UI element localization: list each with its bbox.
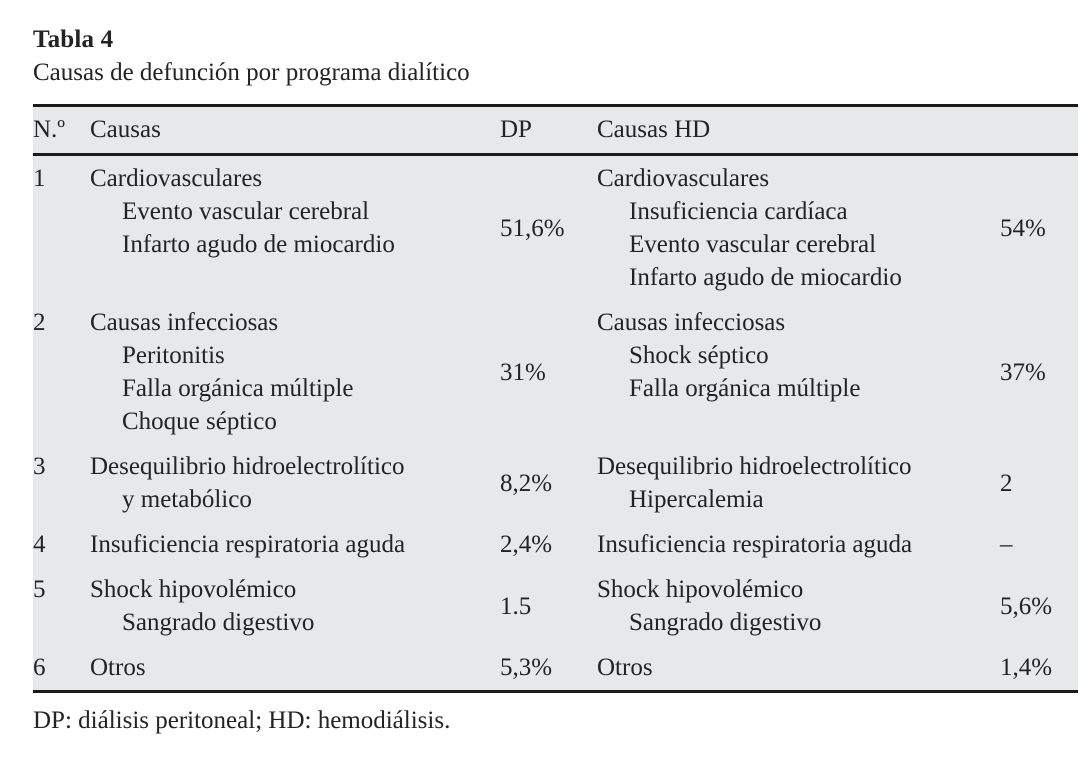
header-hd [1000,106,1078,155]
dp-cause-sub: Sangrado digestivo [122,609,315,636]
dp-cause-main: Otros [90,654,146,681]
table-footnote: DP: diálisis peritoneal; HD: hemodiálisis. [33,707,451,734]
table-caption [33,24,1078,90]
table-row [33,444,1078,522]
table-row [33,522,1078,567]
hd-cause-cell [597,300,1000,444]
dp-cause-main: Desequilibrio hidroelectrolítico [90,453,405,480]
table-title: Tabla 4 [33,26,114,53]
hd-cause-main: Shock hipovolémico [597,576,804,603]
hd-cause-cell [597,645,1000,692]
table-row [33,300,1078,444]
row-number: 2 [33,309,46,336]
dp-cause-sub: Evento vascular cerebral [122,198,370,225]
hd-cause-cell [597,567,1000,645]
dp-cause-sub: y metabólico [122,486,252,513]
header-causas-dp: Causas [90,106,500,155]
dp-cause-cell [90,522,500,567]
dp-cause-cell [90,155,500,301]
hd-cause-cell [597,155,1000,301]
dp-cause-main: Cardiovasculares [90,165,263,192]
hd-value: 37% [1000,358,1046,386]
dp-cause-main: Shock hipovolémico [90,576,297,603]
header-causas-hd: Causas HD [597,106,1000,155]
hd-value: 2 [1000,469,1013,497]
header-row [33,106,1078,155]
hd-value: – [1000,531,1013,558]
table-row [33,567,1078,645]
table-row [33,155,1078,301]
dp-value: 8,2% [500,469,553,497]
hd-cause-sub: Falla orgánica múltiple [629,375,861,402]
hd-cause-sub: Infarto agudo de miocardio [629,264,902,291]
dp-value: 31% [500,358,546,386]
header-dp: DP [500,106,597,155]
row-number: 3 [33,453,46,480]
dp-value: 5,3% [500,654,553,681]
dp-cause-sub: Infarto agudo de miocardio [122,231,395,258]
row-number: 5 [33,576,46,603]
hd-cause-sub: Shock séptico [629,342,769,369]
hd-cause-cell [597,444,1000,522]
hd-cause-main: Cardiovasculares [597,165,770,192]
hd-cause-sub: Hipercalemia [629,486,764,513]
row-number: 4 [33,531,46,558]
dp-value: 2,4% [500,531,553,558]
dp-cause-main: Causas infecciosas [90,309,279,336]
table-row [33,645,1078,692]
hd-cause-cell [597,522,1000,567]
row-number: 1 [33,165,46,192]
hd-value: 1,4% [1000,654,1053,681]
hd-cause-sub: Sangrado digestivo [629,609,822,636]
hd-value: 5,6% [1000,592,1053,620]
dp-cause-sub: Choque séptico [122,408,277,435]
causes-of-death-table [33,104,1078,693]
dp-cause-sub: Falla orgánica múltiple [122,375,354,402]
dp-cause-cell [90,567,500,645]
hd-cause-main: Causas infecciosas [597,309,786,336]
hd-cause-main: Insuficiencia respiratoria aguda [597,531,913,558]
row-number: 6 [33,654,46,681]
dp-value: 1.5 [500,592,532,620]
dp-cause-cell [90,645,500,692]
dp-cause-main: Insuficiencia respiratoria aguda [90,531,406,558]
dp-value: 51,6% [500,214,565,242]
hd-cause-sub: Insuficiencia cardíaca [629,198,848,225]
table-subtitle: Causas de defunción por programa dialítico [33,59,470,86]
hd-cause-sub: Evento vascular cerebral [629,231,877,258]
dp-cause-cell [90,444,500,522]
header-number: N.º [33,106,90,155]
dp-cause-sub: Peritonitis [122,342,225,369]
hd-cause-main: Desequilibrio hidroelectrolítico [597,453,912,480]
hd-cause-main: Otros [597,654,653,681]
dp-cause-cell [90,300,500,444]
hd-value: 54% [1000,214,1046,242]
